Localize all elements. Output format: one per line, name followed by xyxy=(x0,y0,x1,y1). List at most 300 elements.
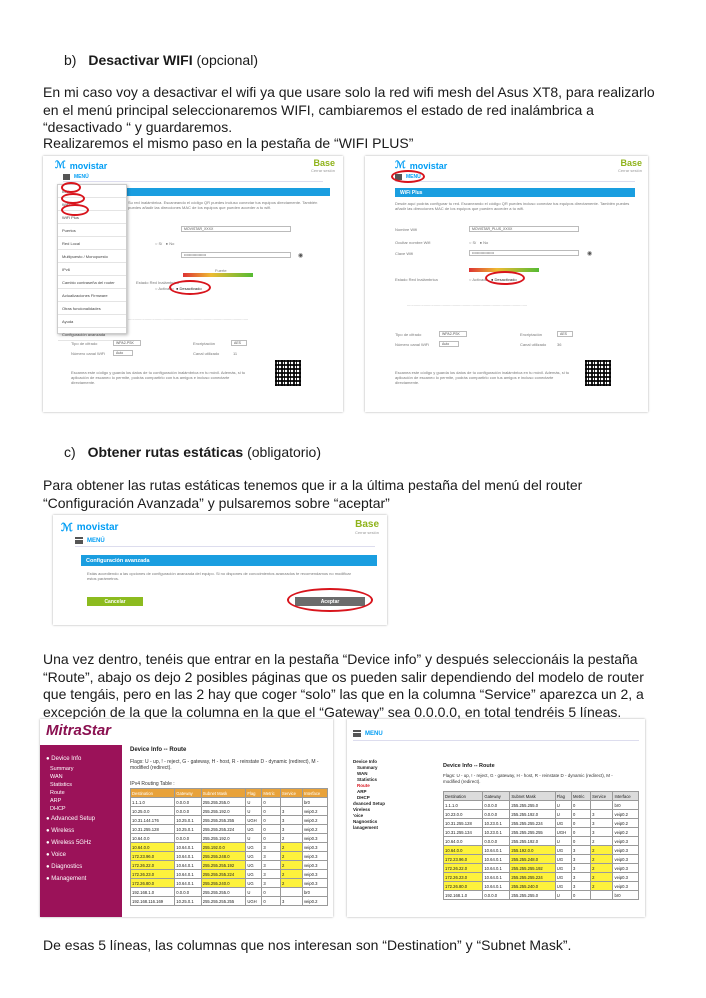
ms-cell: 255.255.192.0 xyxy=(201,834,246,843)
encriptacion-label: Encriptación xyxy=(193,341,216,346)
table-row xyxy=(131,825,328,834)
r2-cell: 10.64.0.1 xyxy=(483,873,510,882)
tipo-cifrado-label: Tipo de cifrado xyxy=(395,332,422,337)
ms-cell: veip0.3 xyxy=(302,834,327,843)
r2-cell: 0 xyxy=(572,828,591,837)
encriptacion-select[interactable]: AES xyxy=(231,340,247,346)
accept-button[interactable]: Aceptar xyxy=(295,597,365,606)
r2-cell: 3 xyxy=(572,855,591,864)
r2-cell: 10.31.255.128 xyxy=(444,819,483,828)
numero-canal-label: Número canal WiFi xyxy=(395,342,430,347)
ms-header-service: Service xyxy=(280,789,302,798)
r2-cell: 10.64.0.1 xyxy=(483,864,510,873)
ms-sub-dhcp[interactable]: DHCP xyxy=(50,806,66,812)
encriptacion-label: Encriptación xyxy=(520,332,543,337)
menu-item-wifi-plus[interactable]: WiFi Plus xyxy=(58,211,126,224)
menu-button[interactable]: MENU xyxy=(353,727,639,741)
ms-cell: U xyxy=(246,807,262,816)
wifi-plus-intro: Desde aquí podrás configurar tu red. Escaneando el código QR puedes incluso conectar tus equipos directamente. También puedes añadir las direcciones MAC de los equipos que pueden acceder a tu wifi. xyxy=(395,201,630,211)
r2-cell: veip0.2 xyxy=(613,819,639,828)
desactivado-radio[interactable]: ● Desactivado xyxy=(491,277,517,282)
r2-cell: UG xyxy=(555,864,571,873)
ms-cell: 10.64.0.0 xyxy=(131,843,175,852)
ms-cell: 0 xyxy=(262,897,281,906)
menu-item-puertos[interactable]: Puertos xyxy=(58,224,126,237)
encriptacion-select[interactable]: AES xyxy=(557,331,573,337)
ocultar-label: Ocultar nombre Wifi xyxy=(395,240,431,245)
side-wan[interactable]: WAN xyxy=(357,771,368,776)
ms-cell: U xyxy=(246,888,262,897)
section-c-letter: c) xyxy=(64,444,76,460)
ms-cell: 2 xyxy=(280,843,302,852)
section-c-note: (obligatorio) xyxy=(247,444,322,460)
r2-cell: 0 xyxy=(572,810,591,819)
section-c-heading xyxy=(64,444,321,460)
qr-footer: Escanea este código y guarda los datos de tu configuración inalámbrica en tu móvil. Además, si tu aplicación de escaneo lo permite, podrás compartirlo con tus amigos e incluso conectarte directamente. xyxy=(395,370,570,385)
ms-cell: veip0.2 xyxy=(302,807,327,816)
wps-note: ............................................................................................................ xyxy=(407,302,528,307)
r2-header-destination: Destination xyxy=(444,792,483,801)
r2-cell: 10.64.0.0 xyxy=(444,837,483,846)
section-b-paragraph-2: Realizaremos el mismo paso en la pestaña de “WIFI PLUS” xyxy=(43,135,414,151)
config-avanzada-screenshot xyxy=(53,515,387,625)
menu-item-firmware[interactable]: Actualizaciones Firmware xyxy=(58,289,126,302)
r2-cell: 255.255.248.0 xyxy=(510,855,555,864)
ms-cell: 255.255.240.0 xyxy=(201,879,246,888)
ms-header-flag: Flag xyxy=(246,789,262,798)
ms-cell: UGH xyxy=(246,897,262,906)
side-summary[interactable]: Summary xyxy=(357,765,378,770)
table-row xyxy=(444,891,639,900)
r2-cell: U xyxy=(555,891,571,900)
numero-canal-label: Número canal WiFi xyxy=(71,351,106,356)
r2-cell: 255.255.255.224 xyxy=(510,873,555,882)
section-b-heading xyxy=(64,52,258,68)
r2-cell: 10.23.0.1 xyxy=(483,828,510,837)
ms-cell: br0 xyxy=(302,798,327,807)
ms-cell: 255.192.0.0 xyxy=(201,843,246,852)
canal-utilizado-value: 36 xyxy=(557,342,562,347)
section-b-letter: b) xyxy=(64,52,77,68)
ms-cell: 255.255.255.0 xyxy=(201,888,246,897)
qr-footer: Escanea este código y guarda los datos de tu configuración inalámbrica en tu móvil. Además, si tu aplicación de escaneo lo permite, podrás compartirlo con tus amigos e incluso conectarte directamente. xyxy=(71,370,246,385)
tipo-cifrado-select[interactable]: WPA2-PSK xyxy=(439,331,467,337)
table-row xyxy=(444,837,639,846)
ms-cell: 0.0.0.0 xyxy=(175,834,202,843)
ms-sub-summary[interactable]: Summary xyxy=(50,766,74,772)
ms-cell: 172.23.96.0 xyxy=(131,852,175,861)
ms-menu-advanced-setup[interactable]: ● Advanced Setup xyxy=(46,816,96,822)
side-advanced-setup[interactable]: dvanced Setup xyxy=(353,801,386,806)
flags-2: Flags: U - up, ! - reject, G - gateway, H - host, R - reinstate D - dynamic (redirect), M - modified (redirect). xyxy=(443,773,613,784)
menu-item-ayuda[interactable]: Ayuda xyxy=(58,315,126,328)
r2-cell: 2 xyxy=(591,846,613,855)
r2-cell: UG xyxy=(555,855,571,864)
r2-cell: 192.168.1.0 xyxy=(444,891,483,900)
ms-header-interface: Interface xyxy=(302,789,327,798)
movistar-logo: ℳ movistar xyxy=(61,522,119,534)
ms-cell: 3 xyxy=(280,825,302,834)
side-statistics[interactable]: Statistics xyxy=(357,777,378,782)
r2-cell: 255.255.255.224 xyxy=(510,819,555,828)
ms-sub-arp[interactable]: ARP xyxy=(50,798,62,804)
r2-cell: veip0.3 xyxy=(613,882,639,891)
r2-cell xyxy=(591,801,613,810)
ms-sub-wan[interactable]: WAN xyxy=(50,774,63,780)
ms-cell: veip0.3 xyxy=(302,861,327,870)
section-c-paragraph-1: Para obtener las rutas estáticas tenemos que ir a la última pestaña del menú del router “Configuración Avanzada” y pulsaremos sobre “aceptar” xyxy=(43,477,583,511)
table-row xyxy=(131,870,328,879)
table-row xyxy=(131,897,328,906)
menu-item-ipv6[interactable]: IPv6 xyxy=(58,263,126,276)
ms-header-metric: Metric xyxy=(262,789,281,798)
routing-table-2 xyxy=(443,791,639,900)
estado-label: Estado Red Inalámbrica xyxy=(395,277,438,282)
table-row xyxy=(444,801,639,810)
ms-cell: 0.0.0.0 xyxy=(175,888,202,897)
ms-table-title: IPv4 Routing Table : xyxy=(130,781,175,787)
r2-cell: veip0.3 xyxy=(613,837,639,846)
ms-cell: UG xyxy=(246,825,262,834)
side-dhcp[interactable]: DHCP xyxy=(357,795,370,800)
ms-cell: 10.31.144.176 xyxy=(131,816,175,825)
clave-label: Clave Wifi xyxy=(395,251,414,256)
ms-cell: 255.255.255.255 xyxy=(201,897,246,906)
table-row xyxy=(444,873,639,882)
r2-header-gateway: Gateway xyxy=(483,792,510,801)
table-row xyxy=(444,846,639,855)
ms-cell: 0 xyxy=(262,807,281,816)
wifi-plus-item-highlight xyxy=(61,204,89,216)
strength-bar xyxy=(183,273,253,277)
ms-route-title: Device Info -- Route xyxy=(130,747,187,753)
r2-cell: 255.255.255.192 xyxy=(510,864,555,873)
r2-cell: 0.0.0.0 xyxy=(483,837,510,846)
numero-canal-select[interactable]: Auto xyxy=(113,350,133,356)
r2-cell: 10.64.0.1 xyxy=(483,855,510,864)
ms-header-gateway: Gateway xyxy=(175,789,202,798)
menu-item-wifi[interactable]: WiFi xyxy=(58,198,126,211)
ms-cell: 0 xyxy=(262,888,281,897)
wifi-intro: Su red inalámbrica. Escaneando el código QR puedes incluso conectar tus equipos directamente. También puedes añadir las direcciones MAC de los equipos que pueden acceder a tu wifi. xyxy=(128,200,318,210)
r2-cell xyxy=(591,891,613,900)
ms-cell: 3 xyxy=(280,897,302,906)
r2-cell: 255.255.192.0 xyxy=(510,810,555,819)
wifi-plus-bar: WiFi Plus xyxy=(395,188,635,197)
side-route[interactable]: Route xyxy=(357,783,370,788)
r2-cell: 0.0.0.0 xyxy=(483,801,510,810)
route-screenshot-2 xyxy=(347,719,645,917)
r2-cell: br0 xyxy=(613,891,639,900)
ms-cell: 1.1.1.0 xyxy=(131,798,175,807)
ms-cell: 255.255.192.0 xyxy=(201,807,246,816)
ssid-field[interactable]: MOVISTAR_XXXX xyxy=(181,226,291,232)
tipo-cifrado-select[interactable]: WPA2-PSK xyxy=(113,340,141,346)
table-row xyxy=(444,819,639,828)
r2-header-subnet-mask: Subnet Mask xyxy=(510,792,555,801)
ms-cell: 2 xyxy=(280,852,302,861)
ms-cell: 172.26.80.0 xyxy=(131,879,175,888)
ocultar-radios[interactable]: ○ Sí ● No xyxy=(469,240,489,245)
r2-cell: 1.1.1.0 xyxy=(444,801,483,810)
ms-cell: veip0.3 xyxy=(302,879,327,888)
menu-item-inicio[interactable]: Inicio xyxy=(58,185,126,198)
table-row xyxy=(131,807,328,816)
ms-cell: 3 xyxy=(280,816,302,825)
r2-cell: 10.31.255.134 xyxy=(444,828,483,837)
r2-cell: 3 xyxy=(572,864,591,873)
cancel-button[interactable]: Cancelar xyxy=(87,597,143,606)
ms-cell: 0 xyxy=(262,816,281,825)
ms-cell: 3 xyxy=(262,843,281,852)
r2-cell: 0 xyxy=(572,801,591,810)
ms-cell: veip0.3 xyxy=(302,852,327,861)
ms-menu-voice[interactable]: ● Voice xyxy=(46,852,66,858)
menu-button[interactable]: MENÚ xyxy=(63,172,323,182)
r2-cell: 255.255.192.0 xyxy=(510,837,555,846)
wifi-plus-screenshot xyxy=(365,156,648,412)
table-row xyxy=(444,855,639,864)
table-row xyxy=(131,888,328,897)
base-tag: Base Cerrar sesión xyxy=(617,158,642,173)
r2-cell: 2 xyxy=(591,864,613,873)
route-title-2: Device Info -- Route xyxy=(443,763,495,769)
r2-cell: veip0.2 xyxy=(613,828,639,837)
table-row xyxy=(131,798,328,807)
ms-cell: 0.0.0.0 xyxy=(175,798,202,807)
r2-cell: 172.26.22.0 xyxy=(444,864,483,873)
r2-cell: 10.64.0.0 xyxy=(444,846,483,855)
ms-cell: 2 xyxy=(280,870,302,879)
activado-radio[interactable]: ○ Activado xyxy=(469,277,488,282)
ms-cell: 10.64.0.1 xyxy=(175,870,202,879)
r2-header-service: Service xyxy=(591,792,613,801)
r2-cell: 255.255.240.0 xyxy=(510,882,555,891)
ms-cell: 10.25.0.1 xyxy=(175,825,202,834)
desactivado-highlight xyxy=(485,271,525,285)
ms-cell: UG xyxy=(246,861,262,870)
table-row xyxy=(131,879,328,888)
side-wireless[interactable]: Vireless xyxy=(353,807,371,812)
desactivado-radio[interactable]: ● Desactivado xyxy=(176,286,202,291)
ms-cell: 255.255.255.224 xyxy=(201,870,246,879)
ms-cell: 3 xyxy=(262,861,281,870)
ms-menu-management[interactable]: ● Management xyxy=(46,876,87,882)
ms-cell: UGH xyxy=(246,816,262,825)
desactivado-highlight xyxy=(169,280,211,295)
ms-cell: 0 xyxy=(262,834,281,843)
ms-cell: 255.255.255.0 xyxy=(201,798,246,807)
r2-header-interface: Interface xyxy=(613,792,639,801)
r2-cell: U xyxy=(555,810,571,819)
ms-cell xyxy=(280,888,302,897)
section-c-paragraph-3: De esas 5 líneas, las columnas que nos interesan son “Destination” y “Subnet Mask”. xyxy=(43,937,572,953)
table-row xyxy=(444,810,639,819)
r2-cell: 3 xyxy=(591,810,613,819)
menu-item-password[interactable]: Cambio contraseña del router xyxy=(58,276,126,289)
ms-cell: br0 xyxy=(302,888,327,897)
r2-cell: UG xyxy=(555,873,571,882)
ms-cell: 2 xyxy=(280,861,302,870)
base-tag: Base Cerrar sesión xyxy=(310,158,335,173)
r2-cell: 255.192.0.0 xyxy=(510,846,555,855)
ms-cell: 0.0.0.0 xyxy=(175,807,202,816)
ms-cell: 10.25.0.0 xyxy=(131,807,175,816)
table-row xyxy=(131,843,328,852)
r2-cell: veip0.3 xyxy=(613,855,639,864)
menu-highlight xyxy=(391,170,425,183)
r2-cell: 255.255.255.255 xyxy=(510,828,555,837)
side-device-info[interactable]: Device Info xyxy=(353,759,378,764)
ms-cell: 10.64.0.1 xyxy=(175,852,202,861)
r2-cell: 0 xyxy=(572,837,591,846)
menu-item-multipuesto[interactable]: Multipuesto / Monopuesto xyxy=(58,250,126,263)
base-tag: Base Cerrar sesión xyxy=(354,519,379,535)
ms-cell: 10.64.0.1 xyxy=(175,879,202,888)
mitrastar-header xyxy=(40,719,333,745)
menu-item-red-local[interactable]: Red Local xyxy=(58,237,126,250)
ms-cell: U xyxy=(246,834,262,843)
wifi-menu-highlight xyxy=(61,182,81,193)
movistar-m-icon: ℳ xyxy=(395,160,406,171)
eye-icon[interactable]: ◉ xyxy=(587,251,593,257)
ms-cell: UG xyxy=(246,870,262,879)
r2-cell: 2 xyxy=(591,837,613,846)
r2-header-metric: Metric xyxy=(572,792,591,801)
ms-cell: 192.168.116.169 xyxy=(131,897,175,906)
ms-cell: 172.26.23.0 xyxy=(131,870,175,879)
ms-cell: veip0.2 xyxy=(302,816,327,825)
ms-menu-wireless[interactable]: ● Wireless xyxy=(46,828,75,834)
password-field[interactable]: •••••••••••••••••• xyxy=(469,250,579,256)
menu-item-config-avanzada[interactable]: Configuración avanzada xyxy=(58,328,126,341)
ms-cell: 0 xyxy=(262,825,281,834)
wifi-item-highlight xyxy=(61,193,85,204)
table-row xyxy=(444,882,639,891)
r2-cell: 10.64.0.1 xyxy=(483,882,510,891)
wifi-screenshot xyxy=(43,156,343,412)
ms-cell: UG xyxy=(246,843,262,852)
side-arp[interactable]: ARP xyxy=(357,789,367,794)
ms-header-subnet-mask: Subnet Mask xyxy=(201,789,246,798)
wps-note: ............................................................................................................ xyxy=(128,316,249,321)
ms-cell: 3 xyxy=(262,879,281,888)
r2-cell: veip0.3 xyxy=(613,864,639,873)
ms-cell: veip0.3 xyxy=(302,843,327,852)
eye-icon[interactable]: ◉ xyxy=(298,253,304,259)
ms-cell: 172.26.22.0 xyxy=(131,861,175,870)
ms-cell xyxy=(280,798,302,807)
numero-canal-select[interactable]: Auto xyxy=(439,341,459,347)
side-diagnostics[interactable]: Nagnostics xyxy=(353,819,378,824)
r2-cell: 0 xyxy=(572,891,591,900)
r2-cell: 2 xyxy=(591,882,613,891)
side-voice[interactable]: 'oice xyxy=(353,813,364,818)
r2-cell: 255.255.255.0 xyxy=(510,891,555,900)
r2-cell: U xyxy=(555,837,571,846)
ms-cell: 0 xyxy=(262,798,281,807)
mitrastar-route-screenshot xyxy=(40,719,333,917)
ms-sub-statistics[interactable]: Statistics xyxy=(50,782,73,788)
section-c-title: Obtener rutas estáticas xyxy=(87,444,244,460)
r2-cell: 3 xyxy=(572,882,591,891)
ms-cell: 10.31.255.128 xyxy=(131,825,175,834)
ms-cell: 10.64.0.1 xyxy=(175,861,202,870)
ms-menu-diagnostics[interactable]: ● Diagnostics xyxy=(46,864,83,870)
r2-cell: 3 xyxy=(591,819,613,828)
ms-cell: veip0.3 xyxy=(302,870,327,879)
hide-ssid-radios[interactable]: ○ Sí ● No xyxy=(155,241,175,246)
ms-cell: 255.255.255.192 xyxy=(201,861,246,870)
r2-cell: 2 xyxy=(591,873,613,882)
r2-cell: 0 xyxy=(572,819,591,828)
r2-cell: 10.23.0.0 xyxy=(444,810,483,819)
menu-item-otras[interactable]: Otras funcionalidades xyxy=(58,302,126,315)
ms-cell: 3 xyxy=(262,852,281,861)
table-row xyxy=(444,828,639,837)
table-row xyxy=(131,861,328,870)
menu-button[interactable]: MENÚ xyxy=(75,535,375,547)
r2-cell: 3 xyxy=(572,846,591,855)
ms-cell: UG xyxy=(246,852,262,861)
movistar-m-icon: ℳ xyxy=(61,522,73,534)
strength-label: Fuerte xyxy=(215,268,227,273)
ms-menu-wireless-5ghz[interactable]: ● Wireless 5GHz xyxy=(46,840,92,846)
activado-radio[interactable]: ○ Activado xyxy=(155,286,174,291)
r2-header-flag: Flag xyxy=(555,792,571,801)
side-management[interactable]: lanagement xyxy=(353,825,379,830)
hamburger-icon xyxy=(63,174,70,180)
hamburger-icon xyxy=(353,730,361,737)
config-avanzada-text: Estás accediendo a las opciones de configuración avanzada del equipo. Si no dispones de conocimientos avanzados te recomendamos no modificar estos parámetros. xyxy=(87,571,351,581)
r2-cell: 0.0.0.0 xyxy=(483,810,510,819)
r2-cell: veip0.2 xyxy=(613,810,639,819)
wifi-bar xyxy=(125,188,330,196)
ssid-field[interactable]: MOVISTAR_PLUS_XXXX xyxy=(469,226,579,232)
menu-button[interactable]: MENÚ xyxy=(395,172,635,182)
r2-cell: 172.23.96.0 xyxy=(444,855,483,864)
table-row xyxy=(131,816,328,825)
canal-utilizado-value: 11 xyxy=(233,351,238,356)
estado-label: Estado Red Inalámbrica xyxy=(136,280,179,285)
ms-header-destination: Destination xyxy=(131,789,175,798)
r2-cell: UGH xyxy=(555,828,571,837)
ms-cell: 3 xyxy=(262,870,281,879)
section-b-paragraph-1: En mi caso voy a desactivar el wifi ya que usare solo la red wifi mesh del Asus XT8, para realizarlo en el menú principal seleccionaremos WIFI, cambiaremos el estado de red inalámbrica a “desactivado “ y guardaremos. xyxy=(43,84,655,135)
r2-cell: UG xyxy=(555,819,571,828)
side-menu-2 xyxy=(353,759,413,831)
ms-cell: 10.25.0.1 xyxy=(175,816,202,825)
mitrastar-logo: MitraStar xyxy=(46,722,112,739)
r2-cell: 172.26.23.0 xyxy=(444,873,483,882)
ms-menu-device-info[interactable]: ● Device Info xyxy=(46,756,82,762)
password-field[interactable]: •••••••••••••••••• xyxy=(181,252,291,258)
r2-cell: 3 xyxy=(572,873,591,882)
tipo-cifrado-label: Tipo de cifrado xyxy=(71,341,98,346)
ms-cell: 10.64.0.1 xyxy=(175,843,202,852)
section-c-paragraph-2: Una vez dentro, tenéis que entrar en la pestaña “Device info” y después seleccionáis la pestaña “Route”, abajo os dejo 2 posibles páginas que os pueden salir dependiendo del modelo de router que tengáis, pero en las 2 hay que coger “solo” las que en la columna “Service” aparezca un 2, a excepción de la que la columna en la que el “Gateway” sea 0.0.0.0, en total tendréis 5 líneas. xyxy=(43,651,644,720)
table-row xyxy=(444,864,639,873)
section-b-note: (opcional) xyxy=(196,52,258,68)
r2-cell: 2 xyxy=(591,855,613,864)
r2-cell: br0 xyxy=(613,801,639,810)
r2-cell: UG xyxy=(555,882,571,891)
canal-utilizado-label: Canal utilizado xyxy=(520,342,547,347)
ms-sub-route[interactable]: Route xyxy=(50,790,65,796)
movistar-logo: ℳ movistar xyxy=(55,160,108,171)
accept-highlight xyxy=(287,588,373,612)
r2-cell: 255.255.255.0 xyxy=(510,801,555,810)
